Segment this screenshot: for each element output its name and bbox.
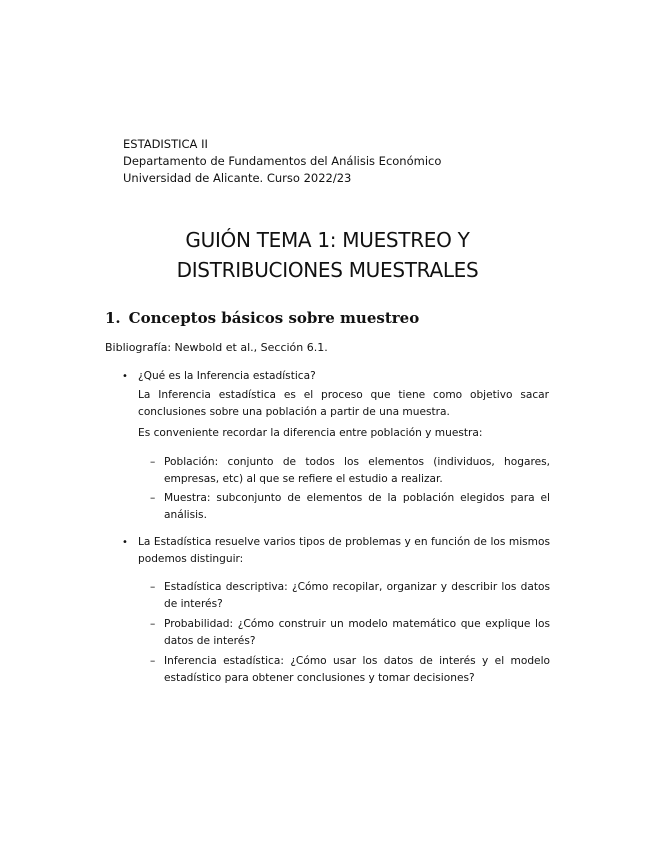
dash-item: [150, 454, 550, 488]
course-header: [123, 136, 441, 187]
paragraph: La Inferencia estadística es el proceso que tiene como objetivo sacar conclusiones sobre una población a partir de una muestra.: [138, 389, 549, 418]
dash-mark: –: [150, 655, 156, 667]
dash-item-text: Muestra: subconjunto de elementos de la población elegidos para el análisis.: [164, 492, 550, 521]
section-number: 1.: [105, 309, 121, 327]
dash-mark: –: [150, 456, 156, 468]
bullet-text: La Estadística resuelve varios tipos de problemas y en función de los mismos podemos distinguir:: [138, 536, 550, 565]
bullet-mark: •: [122, 371, 128, 382]
bullet-item: [122, 368, 550, 385]
header-subject: ESTADISTICA II: [123, 137, 208, 151]
section-heading: [105, 308, 419, 328]
dash-item: [150, 579, 550, 613]
dash-item-text: Probabilidad: ¿Cómo construir un modelo matemático que explique los datos de interés?: [164, 618, 550, 647]
title-line-2: DISTRIBUCIONES MUESTRALES: [176, 258, 479, 282]
bibliography: Bibliografía: Newbold et al., Sección 6.1.: [105, 341, 328, 354]
bullet-question: ¿Qué es la Inferencia estadística?: [138, 370, 316, 382]
dash-mark: –: [150, 492, 156, 504]
dash-item: [150, 490, 550, 524]
section-title: Conceptos básicos sobre muestreo: [128, 309, 420, 327]
paragraph: Es conveniente recordar la diferencia entre población y muestra:: [138, 427, 483, 439]
bullet-mark: •: [122, 537, 128, 548]
dash-mark: –: [150, 618, 156, 630]
bullet-item: [122, 534, 550, 568]
dash-item: [150, 616, 550, 650]
dash-mark: –: [150, 581, 156, 593]
header-department: Departamento de Fundamentos del Análisis Económico: [123, 154, 442, 168]
dash-item-text: Estadística descriptiva: ¿Cómo recopilar, organizar y describir los datos de interés?: [164, 581, 550, 610]
title-line-1: GUIÓN TEMA 1: MUESTREO Y: [185, 228, 470, 252]
dash-item-text: Población: conjunto de todos los elementos (individuos, hogares, empresas, etc) al que se refiere el estudio a realizar.: [164, 456, 550, 485]
dash-item: [150, 653, 550, 687]
document-title: [0, 225, 655, 285]
dash-item-text: Inferencia estadística: ¿Cómo usar los datos de interés y el modelo estadístico para obtener conclusiones y tomar decisiones?: [164, 655, 550, 684]
header-university: Universidad de Alicante. Curso 2022/23: [123, 171, 352, 185]
